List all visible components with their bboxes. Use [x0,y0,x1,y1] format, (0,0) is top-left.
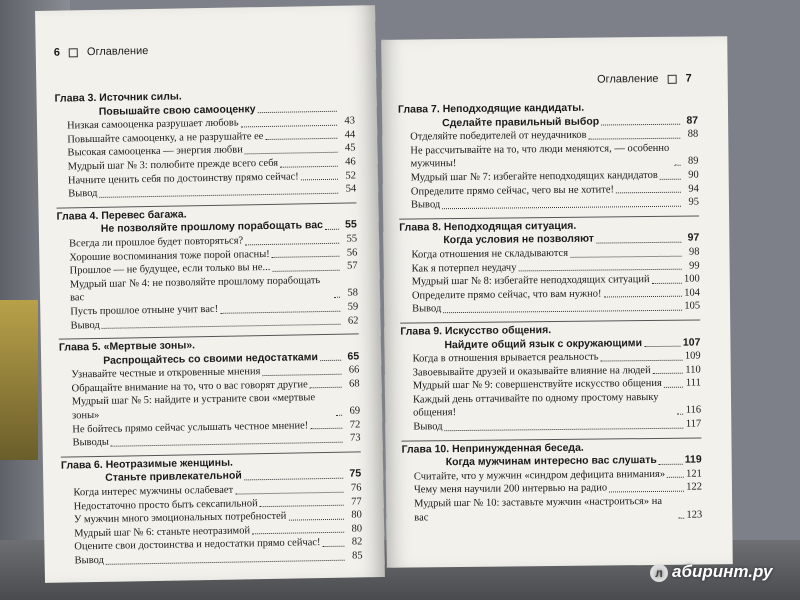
chapter-title: Глава 9. Искусство общения. [400,323,552,338]
right-toc [398,95,702,525]
leader-dots [334,297,340,298]
toc-entry-text: Когда отношения не складываются [411,247,569,261]
leader-dots [445,427,684,431]
toc-entry-text: Узнавайте честные и откровенные мнения [71,366,261,381]
toc-entry-page: 110 [685,364,701,376]
leader-dots [325,219,339,230]
leader-dots [675,165,681,166]
toc-entry-text: Мудрый шаг № 9: совершенствуйте искусство общения [412,378,662,392]
toc-entry-page: 62 [347,314,359,327]
toc-entry-page: 80 [351,523,363,535]
left-toc [54,81,362,568]
chapter-page-number [339,101,355,115]
leader-dots [589,137,681,139]
toc-entry-text: Мудрый шаг № 10: заставьте мужчин «настроиться» на вас [414,495,663,524]
right-page-number: 7 [685,72,692,85]
chapter-page-number: 87 [686,114,699,127]
chapter-title: Глава 7. Неподходящие кандидаты. [397,101,585,116]
toc-entry-text: Пусть прошлое отныне учит вас! [70,303,219,318]
toc-entry-page: 72 [349,419,361,431]
left-page-number: 6 [53,46,60,59]
toc-entry [402,495,702,525]
chapter-page-number: 119 [684,453,702,466]
toc-entry [60,391,360,423]
chapter-page-number: 75 [349,467,362,481]
chapter-page-number: 107 [682,336,701,349]
toc-entry-text: Считайте, что у мужчин «синдром дефицита внимания» [413,468,666,483]
leader-dots [245,242,339,245]
leader-dots [442,205,681,209]
watermark [650,562,772,582]
toc-entry-text: Каждый день оттачивайте по одному простому навыку общения! [412,391,659,419]
toc-entry-text: Всегда ли прошлое будет повторяться? [69,235,244,250]
toc-entry-page: 99 [689,260,700,272]
toc-entry-page: 57 [346,260,358,272]
toc-entry-text: Хорошие воспоминания тоже порой опасны! [69,248,270,263]
toc-entry-page: 89 [687,155,699,167]
leader-dots [518,269,681,272]
right-running-head-title: Оглавление [597,72,659,86]
leader-dots [301,179,338,181]
leader-dots [336,414,342,415]
toc-entry-text: Когда в отношения врывается реальность [412,351,599,365]
leader-dots [644,336,681,347]
toc-entry-text: Мудрый шаг № 3: полюбите прежде всего себя [67,157,279,173]
toc-chapter [59,334,361,451]
toc-entry-text: Мудрый шаг № 5: найдите и устраните свои «мертвые зоны» [71,392,316,422]
toc-entry-text: Мудрый шаг № 7: избегайте неподходящих кандидатов [410,169,658,184]
toc-entry-page: 55 [346,233,358,245]
toc-entry-page: 73 [349,432,361,444]
toc-entry-text: Завоевывайте друзей и оказывайте влияние на людей [412,364,651,379]
toc-entry-page: 109 [684,350,701,362]
toc-entry-page: 59 [347,301,359,313]
toc-chapter [400,319,701,434]
toc-entry-page: 117 [685,418,702,430]
toc-entry-page: 121 [686,468,702,480]
chapter-subtitle-text: Когда мужчинам интересно вас слушать [445,454,657,469]
toc-entry-text: Прошлое — не будущее, если только вы не... [69,262,271,277]
toc-entry-text: У мужчин много эмоциональных потребностей [73,510,287,526]
toc-entry-text: Вывод [68,188,98,200]
toc-entry-text: Выводы [72,437,109,449]
leader-dots [609,491,684,493]
toc-entry-text: Отделяйте победителей от неудачников [410,129,587,143]
toc-chapter [399,215,700,316]
chapter-subtitle-text: Повышайте свою самооценку [98,102,256,118]
chapter-subtitle-text: Сделайте правильный выбор [442,115,600,129]
toc-entry-text: Мудрый шаг № 6: станьте неотразимой [74,525,251,540]
leader-dots [100,192,339,197]
toc-entry [401,390,701,420]
leader-dots [323,546,345,547]
toc-entry-page: 95 [688,196,700,208]
toc-entry-text: Мудрый шаг № 4: не позволяйте прошлому порабощать вас [69,274,321,304]
toc-entry [58,273,358,305]
toc-entry-text: Вывод [412,303,442,315]
toc-entry-page: 66 [348,364,360,376]
toc-entry-page: 105 [684,300,701,312]
toc-entry-text: Начните ценить себя по достоинству прямо сейчас! [67,170,299,187]
leader-dots [320,350,341,361]
leader-dots [235,491,343,494]
toc-entry-text: Определите прямо сейчас, что вам нужно! [411,288,602,302]
toc-entry-page: 69 [349,405,361,417]
toc-entry-page: 122 [686,481,703,494]
leader-dots [601,359,683,361]
toc-entry-page: 43 [344,115,356,127]
leader-dots [659,454,683,465]
toc-entry-page: 88 [687,128,699,140]
labirint-logo-icon: л [650,564,668,582]
chapter-subtitle-text: Найдите общий язык с окружающими [444,336,643,351]
toc-entry-text: Низкая самооценка разрушает любовь [66,117,239,132]
toc-entry-page: 100 [683,273,700,285]
watermark-text: абиринт.ру [672,562,773,581]
toc-chapter [56,202,358,333]
chapter-page-number: 97 [687,231,700,244]
left-page [35,5,385,583]
toc-entry-text: Вывод [410,199,441,211]
leader-dots [678,518,684,519]
toc-entry-page: 45 [344,142,356,154]
toc-entry-page: 56 [346,246,358,259]
toc-chapter [401,437,702,525]
chapter-subtitle-text: Станьте привлекательной [105,469,242,485]
leader-dots [616,192,681,194]
toc-entry-text: Когда интерес мужчины ослабевает [73,484,234,499]
chapter-page-number: 65 [347,350,360,363]
right-running-head [597,73,692,86]
leader-dots [262,374,341,376]
toc-entry-page: 44 [344,129,356,141]
toc-entry-text: Как я потерпел неудачу [411,261,517,275]
chapter-subtitle-text: Не позволяйте прошлому порабощать вас [100,219,324,236]
leader-dots [106,559,345,564]
leader-dots [272,256,340,258]
leader-dots [660,178,681,179]
left-running-head-title: Оглавление [86,45,149,59]
toc-entry-text: Не рассчитывайте на то, что люди меняются, — особенно мужчины! [410,142,670,170]
square-icon [69,48,78,57]
leader-dots [111,442,343,447]
leader-dots [310,387,342,389]
toc-entry-text: Повышайте самооценку, а не разрушайте ее [67,130,264,146]
leader-dots [245,152,338,155]
toc-entry-text: Оцените свои достоинства и недостатки прямо сейчас! [74,537,321,553]
toc-entry-page: 116 [685,404,702,417]
toc-entry-text: Высокая самооценка — энергия любви [67,144,243,159]
leader-dots [241,125,337,128]
toc-entry-page: 104 [684,287,700,299]
toc-entry-page: 52 [345,169,357,182]
leader-dots [260,505,344,507]
toc-entry-text: Вывод [413,421,443,433]
toc-entry-page: 80 [351,509,362,521]
toc-entry-page: 111 [685,377,701,389]
leader-dots [443,310,682,314]
toc-entry-page: 94 [688,183,699,195]
toc-chapter [61,451,363,568]
toc-entry-text: Обращайте внимание на то, что о вас говорят другие [71,379,308,395]
leader-dots [596,232,682,243]
square-icon [667,74,676,83]
leader-dots [280,165,338,167]
chapter-title: Глава 6. Неотразимые женщины. [60,456,234,472]
toc-entry-page: 68 [348,378,360,390]
leader-dots [257,101,336,113]
leader-dots [310,428,342,430]
leader-dots [265,138,337,140]
toc-entry-text: Вывод [74,554,104,567]
chapter-title: Глава 4. Перевес багажа. [56,208,187,223]
toc-entry-text: Недостаточно просто быть сексапильной [73,497,258,513]
toc-entry-page: 90 [688,169,699,181]
leader-dots [102,324,341,329]
left-running-head [54,45,149,59]
chapter-title: Глава 3. Источник силы. [54,90,182,105]
leader-dots [677,414,683,415]
toc-chapter [398,101,699,213]
toc-entry-page: 46 [345,156,356,168]
toc-entry-text: Чему меня научили 200 интервью на радио [413,482,608,496]
toc-entry-page: 58 [347,287,359,299]
chapter-title: Глава 10. Непринужденная беседа. [401,441,584,456]
chapter-title: Глава 8. Неподходящая ситуация. [399,219,577,234]
toc-entry-page: 85 [351,550,363,562]
leader-dots [664,387,683,388]
toc-entry-page: 54 [345,183,357,195]
book-cover-edge [0,300,38,460]
toc-entry-text: Определите прямо сейчас, чего вы не хотите! [410,183,615,198]
toc-entry-page: 123 [686,509,703,521]
toc-entry-page: 77 [351,496,362,508]
leader-dots [653,373,683,374]
leader-dots [570,255,681,257]
toc-entry-page: 82 [351,536,363,548]
chapter-subtitle-text: Распрощайтесь со своими недостатками [103,350,319,367]
leader-dots [288,519,344,521]
chapter-subtitle-text: Когда условия не позволяют [443,232,594,247]
leader-dots [220,310,340,313]
leader-dots [272,269,339,271]
toc-entry-page: 98 [688,246,700,258]
leader-dots [667,477,684,478]
toc-entry-text: Не бойтесь прямо сейчас услышать честное мнение! [72,419,309,436]
toc-entry-text: Вывод [70,319,100,331]
toc-chapter [54,87,356,201]
toc-entry [398,141,698,171]
toc-entry-page: 76 [350,482,362,494]
leader-dots [604,296,682,298]
toc-entry-text: Мудрый шаг № 8: избегайте неподходящих ситуаций [411,274,650,288]
chapter-page-number: 55 [345,218,357,231]
leader-dots [652,282,682,283]
leader-dots [252,532,344,535]
leader-dots [244,468,344,480]
right-page [381,36,733,568]
leader-dots [601,114,680,125]
chapter-title: Глава 5. «Мертвые зоны». [58,339,196,354]
